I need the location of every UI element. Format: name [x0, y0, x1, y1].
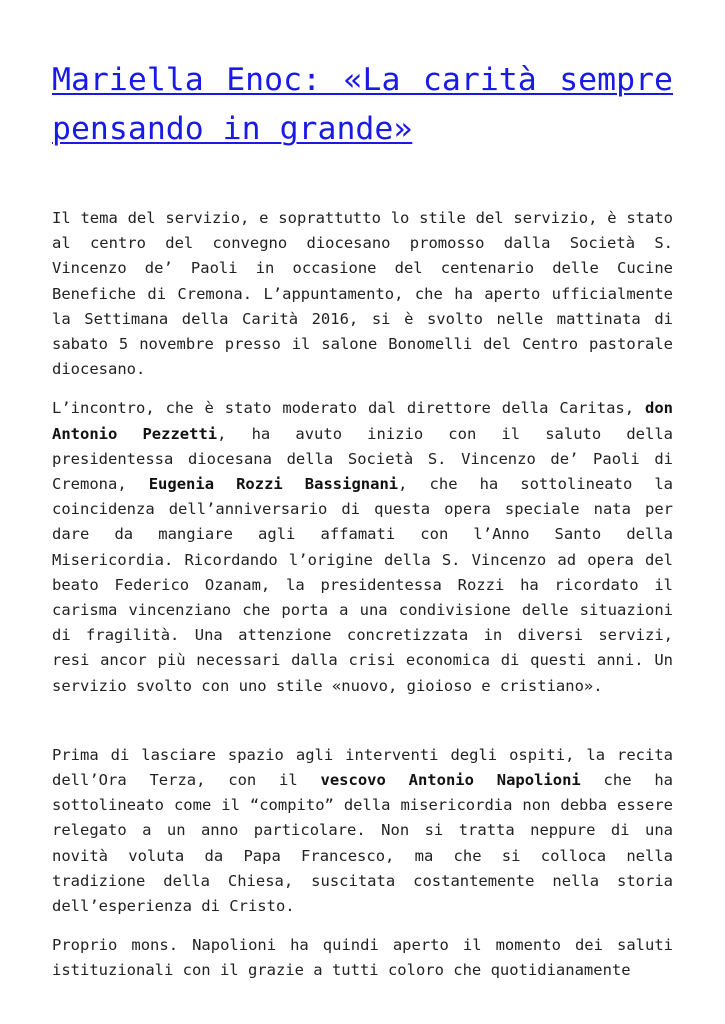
article-title-link[interactable]: Mariella Enoc: «La carità sempre pensando in grande» [52, 62, 673, 147]
article [52, 56, 673, 998]
paragraph-3-text: Prima di lasciare spazio agli interventi degli ospiti, la recita dell’Ora Terza, con il [52, 745, 673, 790]
name-don-antonio-pezzetti: don Antonio Pezzetti [52, 399, 673, 443]
article-title [52, 56, 673, 154]
paragraph-2-text: L’incontro, che è stato moderato dal direttore della Caritas, [52, 399, 645, 418]
paragraph-3 [52, 743, 673, 919]
article-body [52, 206, 673, 984]
paragraph-3-text: che ha sottolineato come il “compito” della misericordia non debba essere relegato a un anno particolare. Non si tratta neppure di una novità voluta da Papa Francesco, ma che si colloca nella tradizione della Chiesa, suscitata costantemente nella storia dell’esperienza di Cristo. [52, 771, 673, 916]
paragraph-4: Proprio mons. Napolioni ha quindi aperto il momento dei saluti istituzionali con il grazie a tutti coloro che quotidianamente [52, 936, 673, 980]
paragraph-1: Il tema del servizio, e soprattutto lo stile del servizio, è stato al centro del convegno diocesano promosso dalla Società S. Vincenzo de’ Paoli in occasione del centenario delle Cucine Benefiche di Cremona. L’appuntamento, che ha aperto ufficialmente la Settimana della Carità 2016, si è svolto nelle mattinata di sabato 5 novembre presso il salone Bonomelli del Centro pastorale diocesano. [52, 209, 673, 379]
paragraph-2-text: , che ha sottolineato la coincidenza dell’anniversario di questa opera speciale nata per dare da mangiare agli affamati con l’Anno Santo della Misericordia. Ricordando l’origine della S. Vincenzo ad opera del beato Federico Ozanam, la presidentessa Rozzi ha ricordato il carisma vincenziano che porta a una condivisione delle situazioni di fragilità. Una attenzione concretizzata in diversi servizi, resi ancor più necessari dalla crisi economica di questi anni. Un servizio svolto con uno stile «nuovo, gioioso e cristiano». [52, 475, 673, 695]
name-eugenia-rozzi-bassignani: Eugenia Rozzi Bassignani [148, 475, 399, 494]
paragraph-2 [52, 396, 673, 698]
name-vescovo-antonio-napolioni: vescovo Antonio Napolioni [320, 771, 581, 790]
paragraph-2-text: , ha avuto inizio con il saluto della presidentessa diocesana della Società S. Vincenzo de’ Paoli di Cremona, [52, 424, 673, 494]
